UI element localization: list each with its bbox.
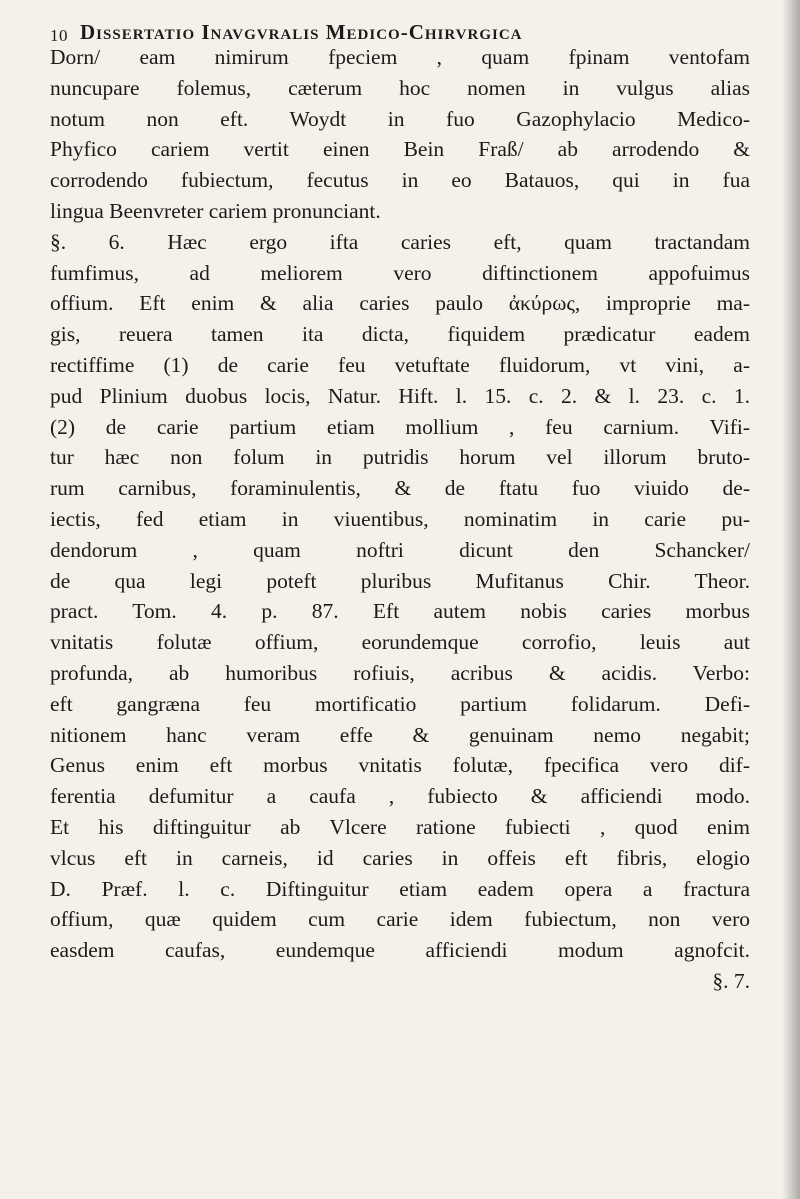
page-number: 10: [50, 26, 68, 45]
text-line: ferentia defumitur a caufa , fubiecto & afficiendi modo.: [50, 784, 750, 809]
text-line: Genus enim eft morbus vnitatis folutæ, fpecifica vero dif-: [50, 753, 750, 778]
text-line: vlcus eft in carneis, id caries in offeis eft fibris, elogio: [50, 845, 750, 870]
text-line: rum carnibus, foraminulentis, & de ftatu fuo viuido de-: [50, 476, 750, 501]
text-line: nuncupare folemus, cæterum hoc nomen in vulgus alias: [50, 75, 750, 100]
text-line: easdem caufas, eundemque afficiendi modum agnofcit.: [50, 938, 750, 963]
text-line: dendorum , quam noftri dicunt den Schancker/: [50, 537, 750, 562]
text-line: offium, quæ quidem cum carie idem fubiectum, non vero: [50, 907, 750, 932]
text-line: fumfimus, ad meliorem vero diftinctionem appofuimus: [50, 260, 750, 285]
section-catchword: §. 7.: [712, 968, 750, 993]
text-line: gis, reuera tamen ita dicta, fiquidem prædicatur eadem: [50, 322, 750, 347]
text-line: §. 6. Hæc ergo ifta caries eft, quam tractandam: [50, 229, 750, 254]
text-line: iectis, fed etiam in viuentibus, nominatim in carie pu-: [50, 506, 750, 531]
page-edge-shadow: [782, 0, 800, 1199]
text-line: (2) de carie partium etiam mollium , feu carnium. Vifi-: [50, 414, 750, 439]
body-text: [50, 42, 750, 997]
text-line: D. Præf. l. c. Diftinguitur etiam eadem opera a fractura: [50, 876, 750, 901]
text-line: eft gangræna feu mortificatio partium folidarum. Defi-: [50, 691, 750, 716]
text-line: lingua Beenvreter cariem pronunciant.: [50, 198, 381, 223]
text-line: tur hæc non folum in putridis horum vel illorum bruto-: [50, 445, 750, 470]
text-line: de qua legi poteft pluribus Mufitanus Chir. Theor.: [50, 568, 750, 593]
text-line: notum non eft. Woydt in fuo Gazophylacio Medico-: [50, 106, 750, 131]
text-line: nitionem hanc veram effe & genuinam nemo negabit;: [50, 722, 750, 747]
text-line: corrodendo fubiectum, fecutus in eo Batauos, qui in fua: [50, 168, 750, 193]
text-line: profunda, ab humoribus rofiuis, acribus & acidis. Verbo:: [50, 660, 750, 685]
text-line: Phyfico cariem vertit einen Bein Fraß/ ab arrodendo &: [50, 137, 750, 162]
text-line: rectiffime (1) de carie feu vetuftate fluidorum, vt vini, a-: [50, 352, 750, 377]
text-line: Et his diftinguitur ab Vlcere ratione fubiecti , quod enim: [50, 814, 750, 839]
running-head: Dissertatio Inavgvralis Medico-Chirvrgica: [80, 20, 523, 44]
text-line: offium. Eft enim & alia caries paulo ἀκύρως, improprie ma-: [50, 291, 750, 316]
text-line: pract. Tom. 4. p. 87. Eft autem nobis caries morbus: [50, 599, 750, 624]
text-line: pud Plinium duobus locis, Natur. Hift. l. 15. c. 2. & l. 23. c. 1.: [50, 383, 750, 408]
text-line: Dorn/ eam nimirum fpeciem , quam fpinam ventofam: [50, 45, 750, 69]
text-line: vnitatis folutæ offium, eorundemque corrofio, leuis aut: [50, 630, 750, 655]
